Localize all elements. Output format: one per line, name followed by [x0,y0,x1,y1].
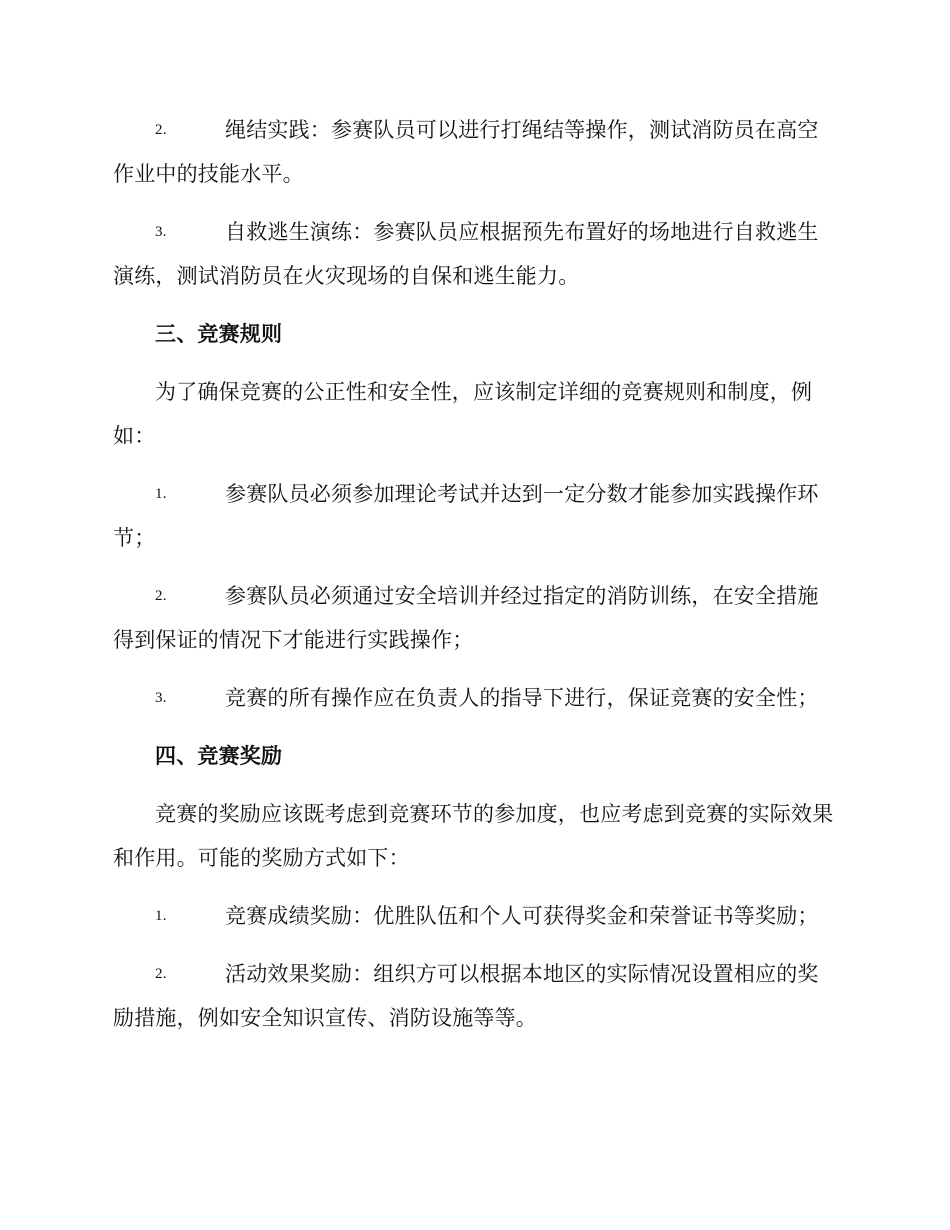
section-intro-rules: 为了确保竞赛的公正性和安全性，应该制定详细的竞赛规则和制度，例如： [113,380,813,448]
list-item [113,676,835,720]
section-heading-rules: 三、竞赛规则 [155,321,283,346]
list-item [113,894,835,938]
list-item-text: 绳结实践：参赛队员可以进行打绳结等操作，测试消防员在高空作业中的技能水平。 [113,118,819,186]
list-item-text: 竞赛成绩奖励：优胜队伍和个人可获得奖金和荣誉证书等奖励； [225,904,819,928]
list-item-number: 3. [155,224,167,240]
list-item [113,952,835,1040]
section-heading-awards: 四、竞赛奖励 [155,743,283,768]
list-item [113,472,835,560]
list-item-number: 3. [155,690,167,706]
list-item-text: 自救逃生演练：参赛队员应根据预先布置好的场地进行自救逃生演练，测试消防员在火灾现场的自保和逃生能力。 [113,220,819,288]
list-item-text: 参赛队员必须通过安全培训并经过指定的消防训练，在安全措施得到保证的情况下才能进行实践操作； [113,584,819,652]
list-item-number: 2. [155,122,167,138]
list-item [113,210,835,298]
section-intro-awards: 竞赛的奖励应该既考虑到竞赛环节的参加度，也应考虑到竞赛的实际效果和作用。可能的奖励方式如下： [113,802,834,870]
list-item-number: 2. [155,588,167,604]
document-body [113,108,835,1054]
list-item-number: 1. [155,486,167,502]
list-item [113,574,835,662]
list-item-text: 活动效果奖励：组织方可以根据本地区的实际情况设置相应的奖励措施，例如安全知识宣传、消防设施等等。 [113,962,819,1030]
list-item-text: 竞赛的所有操作应在负责人的指导下进行，保证竞赛的安全性； [225,686,819,710]
list-item-number: 1. [155,908,167,924]
list-item-text: 参赛队员必须参加理论考试并达到一定分数才能参加实践操作环节； [113,482,819,550]
list-item-number: 2. [155,966,167,982]
list-item [113,108,835,196]
